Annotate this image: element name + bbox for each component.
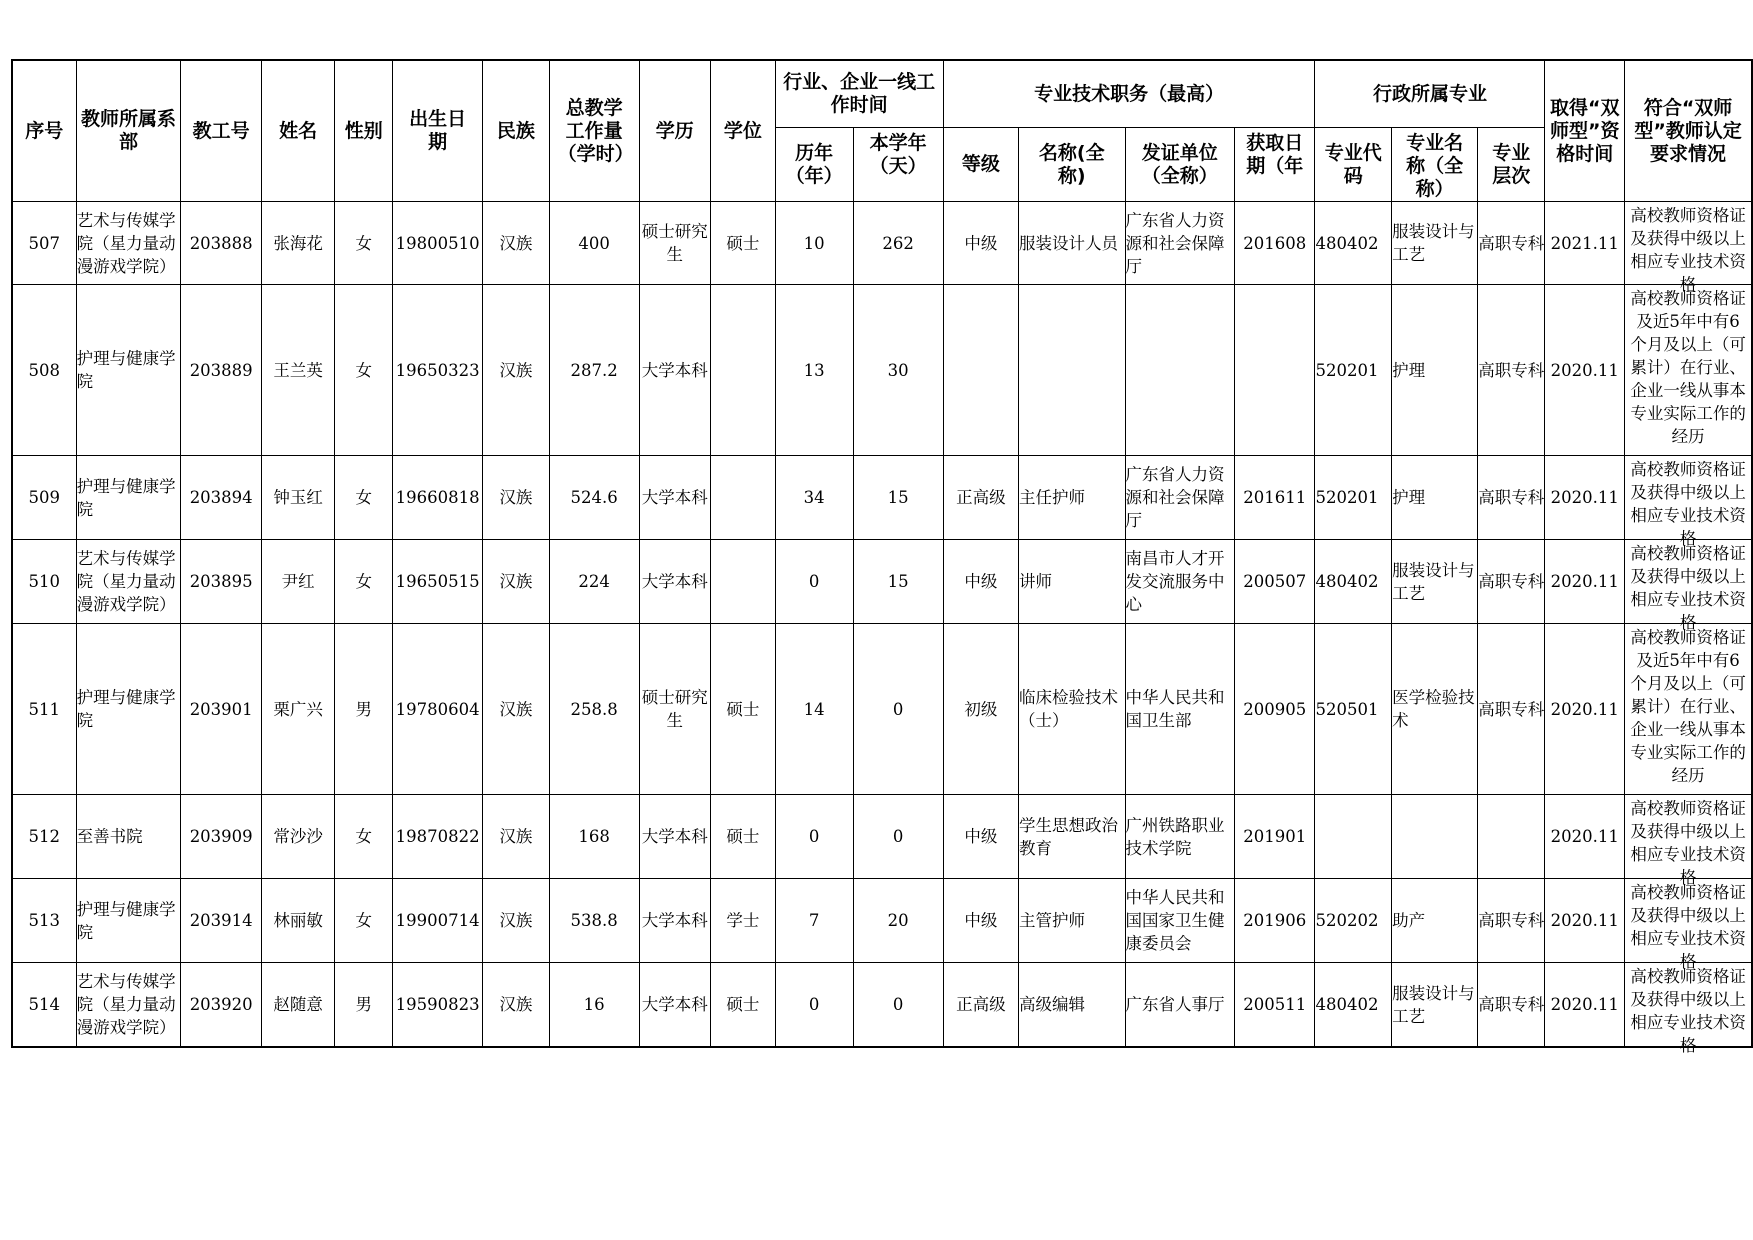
header-tech-position: 专业技术职务（最高）	[943, 60, 1315, 128]
industry-days-cell: 30	[853, 285, 943, 456]
birth-cell: 19800510	[393, 202, 483, 285]
seq-cell: 514	[12, 963, 76, 1048]
industry-years-cell: 0	[775, 540, 853, 624]
major-code-cell: 520501	[1315, 624, 1392, 795]
tech-date-cell: 201906	[1234, 879, 1315, 963]
major-name-cell	[1392, 795, 1478, 879]
dept-cell: 至善书院	[76, 795, 181, 879]
header-industry-days: 本学年（天）	[853, 128, 943, 202]
tech-level-cell: 正高级	[943, 963, 1018, 1048]
dual-requirement-cell: 高校教师资格证及获得中级以上相应专业技术资格	[1625, 540, 1752, 624]
dual-time-cell: 2020.11	[1545, 795, 1625, 879]
degree-cell	[711, 540, 776, 624]
dept-cell: 艺术与传媒学院（星力量动漫游戏学院）	[76, 202, 181, 285]
header-seq: 序号	[12, 60, 76, 202]
name-cell: 钟玉红	[261, 456, 334, 540]
dual-requirement-cell: 高校教师资格证及近5年中有6个月及以上（可累计）在行业、企业一线从事本专业实际工作的经历	[1625, 285, 1752, 456]
workload-cell: 258.8	[549, 624, 639, 795]
name-cell: 常沙沙	[261, 795, 334, 879]
ethnicity-cell: 汉族	[483, 456, 550, 540]
gender-cell: 女	[335, 456, 393, 540]
workload-cell: 287.2	[549, 285, 639, 456]
education-cell: 大学本科	[639, 795, 710, 879]
table-row	[12, 456, 1752, 540]
industry-days-cell: 20	[853, 879, 943, 963]
tech-level-cell: 中级	[943, 795, 1018, 879]
dual-time-cell: 2020.11	[1545, 540, 1625, 624]
tech-issuer-cell: 广州铁路职业技术学院	[1125, 795, 1234, 879]
tech-date-cell: 200905	[1234, 624, 1315, 795]
tech-title-cell: 主任护师	[1019, 456, 1126, 540]
staff-id-cell: 203895	[181, 540, 262, 624]
table-row	[12, 795, 1752, 879]
header-industry-time: 行业、企业一线工作时间	[775, 60, 943, 128]
header-ethnicity: 民族	[483, 60, 550, 202]
header-major-level: 专业层次	[1478, 128, 1545, 202]
dual-time-cell: 2020.11	[1545, 879, 1625, 963]
table-row	[12, 540, 1752, 624]
ethnicity-cell: 汉族	[483, 795, 550, 879]
birth-cell: 19900714	[393, 879, 483, 963]
seq-cell: 513	[12, 879, 76, 963]
dept-cell: 护理与健康学院	[76, 285, 181, 456]
education-cell: 大学本科	[639, 456, 710, 540]
major-name-cell: 助产	[1392, 879, 1478, 963]
major-name-cell: 医学检验技术	[1392, 624, 1478, 795]
ethnicity-cell: 汉族	[483, 540, 550, 624]
dual-time-cell: 2020.11	[1545, 624, 1625, 795]
major-name-cell: 服装设计与工艺	[1392, 963, 1478, 1048]
birth-cell: 19590823	[393, 963, 483, 1048]
header-admin-major: 行政所属专业	[1315, 60, 1545, 128]
workload-cell: 168	[549, 795, 639, 879]
major-code-cell	[1315, 795, 1392, 879]
major-level-cell: 高职专科	[1478, 624, 1545, 795]
gender-cell: 男	[335, 624, 393, 795]
teacher-qualification-table	[11, 59, 1753, 1055]
header-tech-level: 等级	[943, 128, 1018, 202]
staff-id-cell: 203894	[181, 456, 262, 540]
degree-cell: 硕士	[711, 202, 776, 285]
degree-cell: 硕士	[711, 624, 776, 795]
header-birth: 出生日期	[393, 60, 483, 202]
seq-cell: 512	[12, 795, 76, 879]
industry-years-cell: 34	[775, 456, 853, 540]
dual-time-cell: 2021.11	[1545, 202, 1625, 285]
major-level-cell: 高职专科	[1478, 285, 1545, 456]
tech-title-cell: 学生思想政治教育	[1019, 795, 1126, 879]
ethnicity-cell: 汉族	[483, 624, 550, 795]
gender-cell: 女	[335, 879, 393, 963]
major-level-cell: 高职专科	[1478, 456, 1545, 540]
education-cell: 硕士研究生	[639, 624, 710, 795]
education-cell: 硕士研究生	[639, 202, 710, 285]
major-name-cell: 护理	[1392, 456, 1478, 540]
tech-title-cell: 讲师	[1019, 540, 1126, 624]
dept-cell: 护理与健康学院	[76, 879, 181, 963]
degree-cell: 硕士	[711, 963, 776, 1048]
workload-cell: 16	[549, 963, 639, 1048]
birth-cell: 19650515	[393, 540, 483, 624]
workload-cell: 400	[549, 202, 639, 285]
gender-cell: 女	[335, 795, 393, 879]
major-name-cell: 服装设计与工艺	[1392, 202, 1478, 285]
gender-cell: 女	[335, 285, 393, 456]
ethnicity-cell: 汉族	[483, 285, 550, 456]
education-cell: 大学本科	[639, 879, 710, 963]
header-degree: 学位	[711, 60, 776, 202]
industry-years-cell: 7	[775, 879, 853, 963]
table-row	[12, 202, 1752, 285]
degree-cell: 学士	[711, 879, 776, 963]
tech-title-cell: 主管护师	[1019, 879, 1126, 963]
industry-days-cell: 0	[853, 795, 943, 879]
gender-cell: 男	[335, 963, 393, 1048]
dual-requirement-cell: 高校教师资格证及获得中级以上相应专业技术资格	[1625, 202, 1752, 285]
staff-id-cell: 203914	[181, 879, 262, 963]
tech-issuer-cell: 中华人民共和国卫生部	[1125, 624, 1234, 795]
tech-date-cell: 201611	[1234, 456, 1315, 540]
major-level-cell	[1478, 795, 1545, 879]
industry-years-cell: 10	[775, 202, 853, 285]
major-name-cell: 护理	[1392, 285, 1478, 456]
tech-date-cell: 201901	[1234, 795, 1315, 879]
seq-cell: 511	[12, 624, 76, 795]
tech-level-cell: 正高级	[943, 456, 1018, 540]
dual-time-cell: 2020.11	[1545, 963, 1625, 1048]
header-staff-id: 教工号	[181, 60, 262, 202]
workload-cell: 538.8	[549, 879, 639, 963]
tech-level-cell: 中级	[943, 540, 1018, 624]
header-major-code: 专业代码	[1315, 128, 1392, 202]
tech-title-cell	[1019, 285, 1126, 456]
dual-requirement-cell: 高校教师资格证及获得中级以上相应专业技术资格	[1625, 963, 1752, 1048]
industry-days-cell: 0	[853, 963, 943, 1048]
seq-cell: 509	[12, 456, 76, 540]
tech-issuer-cell: 南昌市人才开发交流服务中心	[1125, 540, 1234, 624]
table-row	[12, 624, 1752, 795]
major-code-cell: 480402	[1315, 540, 1392, 624]
tech-level-cell: 初级	[943, 624, 1018, 795]
major-code-cell: 480402	[1315, 202, 1392, 285]
degree-cell: 硕士	[711, 795, 776, 879]
tech-level-cell: 中级	[943, 879, 1018, 963]
industry-years-cell: 13	[775, 285, 853, 456]
industry-years-cell: 0	[775, 795, 853, 879]
gender-cell: 女	[335, 540, 393, 624]
dual-requirement-cell: 高校教师资格证及获得中级以上相应专业技术资格	[1625, 879, 1752, 963]
degree-cell	[711, 285, 776, 456]
tech-issuer-cell: 广东省人事厅	[1125, 963, 1234, 1048]
degree-cell	[711, 456, 776, 540]
staff-id-cell: 203920	[181, 963, 262, 1048]
name-cell: 栗广兴	[261, 624, 334, 795]
tech-title-cell: 临床检验技术（士）	[1019, 624, 1126, 795]
header-workload: 总教学工作量（学时）	[549, 60, 639, 202]
ethnicity-cell: 汉族	[483, 202, 550, 285]
name-cell: 赵随意	[261, 963, 334, 1048]
header-name: 姓名	[261, 60, 334, 202]
major-code-cell: 480402	[1315, 963, 1392, 1048]
header-tech-title: 名称(全称)	[1019, 128, 1126, 202]
industry-days-cell: 15	[853, 456, 943, 540]
header-tech-date: 获取日期（年	[1234, 128, 1315, 202]
header-dual-time: 取得“双师型”资格时间	[1545, 60, 1625, 202]
major-level-cell: 高职专科	[1478, 202, 1545, 285]
dept-cell: 艺术与传媒学院（星力量动漫游戏学院）	[76, 540, 181, 624]
dual-requirement-cell: 高校教师资格证及获得中级以上相应专业技术资格	[1625, 795, 1752, 879]
tech-issuer-cell: 广东省人力资源和社会保障厅	[1125, 202, 1234, 285]
staff-id-cell: 203889	[181, 285, 262, 456]
industry-days-cell: 262	[853, 202, 943, 285]
header-tech-issuer: 发证单位（全称）	[1125, 128, 1234, 202]
name-cell: 王兰英	[261, 285, 334, 456]
staff-id-cell: 203909	[181, 795, 262, 879]
major-level-cell: 高职专科	[1478, 879, 1545, 963]
birth-cell: 19660818	[393, 456, 483, 540]
birth-cell: 19780604	[393, 624, 483, 795]
tech-date-cell	[1234, 285, 1315, 456]
birth-cell: 19650323	[393, 285, 483, 456]
tech-issuer-cell	[1125, 285, 1234, 456]
major-code-cell: 520201	[1315, 456, 1392, 540]
table-body	[12, 202, 1752, 1055]
education-cell: 大学本科	[639, 540, 710, 624]
major-code-cell: 520202	[1315, 879, 1392, 963]
staff-id-cell: 203901	[181, 624, 262, 795]
table-row	[12, 963, 1752, 1048]
major-code-cell: 520201	[1315, 285, 1392, 456]
birth-cell: 19870822	[393, 795, 483, 879]
major-name-cell: 服装设计与工艺	[1392, 540, 1478, 624]
tech-title-cell: 服装设计人员	[1019, 202, 1126, 285]
dept-cell: 护理与健康学院	[76, 456, 181, 540]
seq-cell: 507	[12, 202, 76, 285]
name-cell: 林丽敏	[261, 879, 334, 963]
tech-level-cell: 中级	[943, 202, 1018, 285]
ethnicity-cell: 汉族	[483, 963, 550, 1048]
tech-date-cell: 200511	[1234, 963, 1315, 1048]
dual-requirement-cell: 高校教师资格证及近5年中有6个月及以上（可累计）在行业、企业一线从事本专业实际工作的经历	[1625, 624, 1752, 795]
major-level-cell: 高职专科	[1478, 540, 1545, 624]
header-dept: 教师所属系部	[76, 60, 181, 202]
tech-issuer-cell: 中华人民共和国国家卫生健康委员会	[1125, 879, 1234, 963]
staff-id-cell: 203888	[181, 202, 262, 285]
dual-time-cell: 2020.11	[1545, 285, 1625, 456]
table-row	[12, 879, 1752, 963]
major-level-cell: 高职专科	[1478, 963, 1545, 1048]
header-education: 学历	[639, 60, 710, 202]
table-row	[12, 285, 1752, 456]
seq-cell: 510	[12, 540, 76, 624]
industry-years-cell: 0	[775, 963, 853, 1048]
tech-issuer-cell: 广东省人力资源和社会保障厅	[1125, 456, 1234, 540]
header-gender: 性别	[335, 60, 393, 202]
header-major-name: 专业名称（全称）	[1392, 128, 1478, 202]
tech-date-cell: 201608	[1234, 202, 1315, 285]
tech-level-cell	[943, 285, 1018, 456]
name-cell: 尹红	[261, 540, 334, 624]
header-dual-requirement: 符合“双师型”教师认定要求情况	[1625, 60, 1752, 202]
dual-requirement-cell: 高校教师资格证及获得中级以上相应专业技术资格	[1625, 456, 1752, 540]
education-cell: 大学本科	[639, 963, 710, 1048]
dept-cell: 护理与健康学院	[76, 624, 181, 795]
seq-cell: 508	[12, 285, 76, 456]
ethnicity-cell: 汉族	[483, 879, 550, 963]
dual-time-cell: 2020.11	[1545, 456, 1625, 540]
gender-cell: 女	[335, 202, 393, 285]
tech-date-cell: 200507	[1234, 540, 1315, 624]
header-industry-years: 历年（年）	[775, 128, 853, 202]
industry-days-cell: 0	[853, 624, 943, 795]
education-cell: 大学本科	[639, 285, 710, 456]
industry-days-cell: 15	[853, 540, 943, 624]
workload-cell: 524.6	[549, 456, 639, 540]
workload-cell: 224	[549, 540, 639, 624]
name-cell: 张海花	[261, 202, 334, 285]
dept-cell: 艺术与传媒学院（星力量动漫游戏学院）	[76, 963, 181, 1048]
industry-years-cell: 14	[775, 624, 853, 795]
tech-title-cell: 高级编辑	[1019, 963, 1126, 1048]
